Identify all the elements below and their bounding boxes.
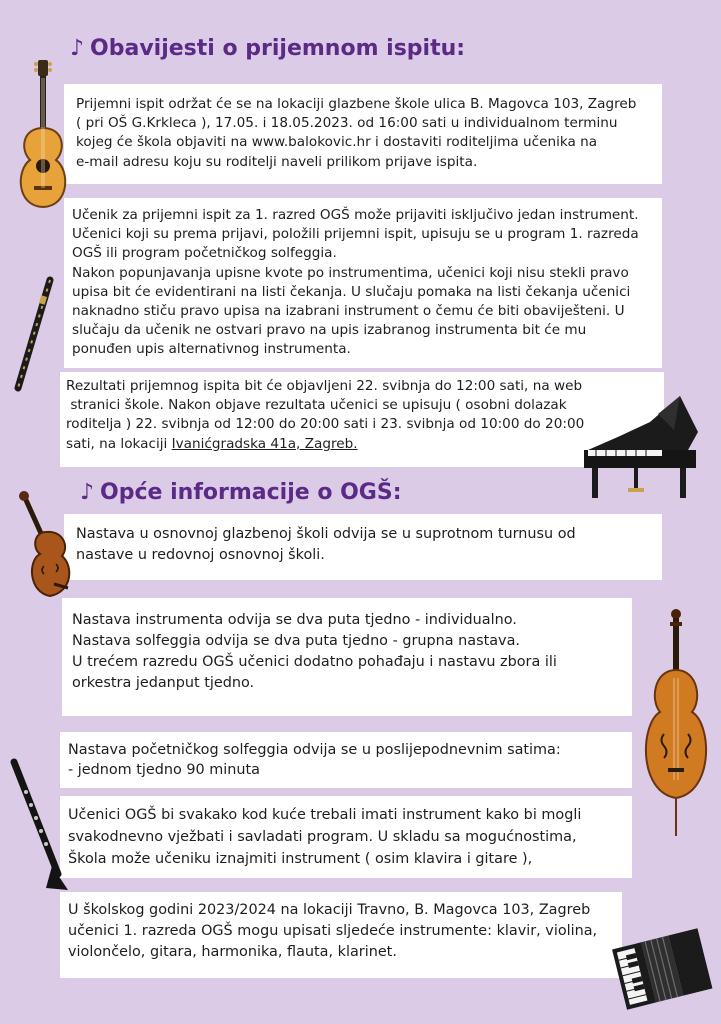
- guitar-icon: [12, 58, 74, 210]
- instruments-offered-text: U školskog godini 2023/2024 na lokaciji Travno, B. Magovca 103, Zagreb učenici 1. razreda OGŠ mogu upisati sljedeće instrumente: klavir, violina, violončelo, gitara, harmonika, flauta, klarinet.: [68, 902, 598, 960]
- music-note-icon: ♪: [80, 480, 95, 505]
- admission-heading: [70, 36, 465, 61]
- music-note-icon: ♪: [70, 36, 85, 61]
- solfeggio-text: Nastava početničkog solfeggia odvija se u poslijepodnevnim satima: - jednom tjedno 90 minuta: [68, 742, 561, 778]
- solfeggio-box: [60, 732, 632, 788]
- piano-icon: [580, 392, 704, 502]
- enrollment-rules-box: [64, 198, 662, 368]
- cello-icon: [636, 608, 716, 840]
- results-box: [60, 372, 664, 467]
- lessons-box: [62, 598, 632, 716]
- instrument-at-home-text: Učenici OGŠ bi svakako kod kuće trebali imati instrument kako bi mogli svakodnevno vježbati i savladati program. U skladu sa mogućnostima, Škola može učeniku iznajmiti instrument ( osim klavira i gitare ),: [68, 807, 582, 867]
- violin-icon: [14, 488, 78, 606]
- accordion-icon: [610, 924, 714, 1012]
- exam-location-text: Prijemni ispit održat će se na lokaciji glazbene škole ulica B. Magovca 103, Zagreb ( pri OŠ G.Krkleca ), 17.05. i 18.05.2023. od 16:00 sati u individualnom terminu kojeg će škola objaviti na www.balokovic.hr i dostaviti roditeljima učenika na e-mail adresu koju su roditelji naveli prilikom prijave ispita.: [76, 96, 637, 170]
- lessons-text: Nastava instrumenta odvija se dva puta tjedno - individualno. Nastava solfeggia odvija se dva puta tjedno - grupna nastava. U trećem razredu OGŠ učenici dodatno pohađaju i nastavu zbora ili orkestra jedanput tjedno.: [72, 612, 557, 691]
- clarinet-icon: [6, 756, 74, 896]
- flute-icon: [10, 276, 56, 394]
- results-address-link[interactable]: Ivanićgradska 41a, Zagreb.: [171, 435, 358, 452]
- schedule-box: [64, 514, 662, 580]
- instruments-offered-box: [60, 892, 622, 978]
- general-heading: [80, 480, 402, 505]
- general-heading-text: Opće informacije o OGŠ:: [100, 480, 402, 505]
- results-text: Rezultati prijemnog ispita bit će objavljeni 22. svibnja do 12:00 sati, na web stranici škole. Nakon objave rezultata učenici se upisuju ( osobni dolazak roditelja ) 22. svibnja od 12:00 do 20:00 sati i 23. svibnja od 10:00 do 20:00 sati, na lokaciji Ivanićgradska 41a, Zagreb.: [66, 378, 585, 452]
- instrument-at-home-box: [60, 796, 632, 878]
- exam-location-box: [64, 84, 662, 184]
- admission-heading-text: Obavijesti o prijemnom ispitu:: [90, 36, 466, 61]
- schedule-text: Nastava u osnovnoj glazbenoj školi odvija se u suprotnom turnusu od nastave u redovnoj osnovnoj školi.: [76, 526, 576, 563]
- enrollment-rules-text: Učenik za prijemni ispit za 1. razred OGŠ može prijaviti isključivo jedan instrument. Učenici koji su prema prijavi, položili prijemni ispit, upisuju se u program 1. razreda OGŠ ili program početničkog solfeggia. Nakon popunjavanja upisne kvote po instrumentima, učenici koji nisu stekli pravo upisa bit će evidentirani na listi čekanja. U slučaju pomaka na listi čekanja učenici naknadno stiču pravo upisa na izabrani instrument o čemu će biti obaviješteni. U slučaju da učenik ne ostvari pravo na upis izabranog instrumenta bit će mu ponuđen upis alternativnog instrumenta.: [72, 207, 639, 358]
